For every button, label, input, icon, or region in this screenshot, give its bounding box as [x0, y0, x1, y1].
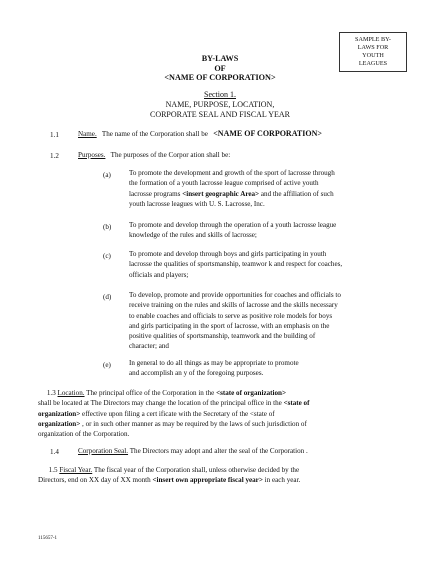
- clause-line: 1.5 Fiscal Year. The fiscal year of the Corporation shall, unless otherwise decided by the: [48, 466, 300, 474]
- item-line: To promote and develop through the operation of a youth lacrosse league: [129, 221, 337, 229]
- clause-label: Name.: [78, 130, 97, 138]
- clause-number: 1.3: [46, 389, 56, 397]
- item-line: and girls participating in the sport of lacrosse, with an emphasis on the: [129, 321, 330, 330]
- document-id: 115657-1: [38, 536, 57, 541]
- clause-text: The Directors may adopt and alter the seal of the Corporation .: [128, 447, 308, 455]
- item-line: receive training on the rules and skills of lacrosse and the skills necessary: [129, 301, 338, 310]
- item-line: lacrosse the qualities of sportsmanship, teamwor k and respect for coaches,: [129, 260, 343, 269]
- purpose-item-e: [129, 358, 299, 379]
- section-subtitle: NAME, PURPOSE, LOCATION,: [165, 100, 275, 109]
- item-line: youth lacrosse leagues with U. S. Lacrosse, Inc.: [129, 199, 265, 208]
- clause-1-2: [78, 150, 230, 160]
- item-line: To promote and develop through boys and girls participating in youth: [129, 250, 327, 258]
- clause-1-3: [38, 388, 309, 439]
- clause-number: 1.4: [50, 448, 59, 456]
- geographic-area-placeholder: <insert geographic Area>: [182, 189, 260, 198]
- purpose-item-a: [129, 168, 335, 209]
- state-placeholder: organization>: [38, 409, 81, 418]
- doc-title-corporation: <NAME OF CORPORATION>: [164, 73, 276, 82]
- sample-note-line: SAMPLE BY-: [355, 36, 391, 43]
- corporation-name-placeholder: <NAME OF CORPORATION>: [213, 129, 322, 138]
- clause-1-1: [78, 129, 322, 139]
- item-line: knowledge of the rules and skills of lacrosse;: [129, 231, 257, 240]
- item-line: and accomplish an y of the foregoing purposes.: [129, 369, 264, 378]
- section-title: Section 1.: [204, 90, 236, 99]
- item-line: positive qualities of sportsmanship, teamwork and the building of: [129, 332, 316, 341]
- clause-line: Directors, end on XX day of XX month <insert own appropriate fiscal year> in each year.: [38, 476, 301, 485]
- section-subtitle: CORPORATE SEAL AND FISCAL YEAR: [149, 110, 290, 119]
- item-line: In general to do all things as may be appropriate to promote: [129, 359, 299, 367]
- item-letter: (d): [103, 293, 112, 301]
- clause-line: 1.3 Location. The principal office of the Corporation in the <state of organization>: [46, 389, 287, 397]
- clause-number: 1.5: [48, 466, 58, 474]
- item-letter: (e): [103, 361, 111, 369]
- item-letter: (b): [103, 223, 112, 231]
- clause-line: shall be located at The Directors may change the location of the principal office in the <state of: [38, 399, 310, 408]
- clause-number: 1.1: [50, 131, 59, 139]
- sample-note-line: LAWS FOR: [357, 44, 389, 52]
- item-line: lacrosse programs <insert geographic Area> and the affiliation of such: [129, 189, 334, 198]
- clause-line: organization of the Corporation.: [38, 430, 130, 439]
- item-line: to enable coaches and officials to serve as positive role models for boys: [129, 311, 333, 320]
- fiscal-year-placeholder: <insert own appropriate fiscal year>: [152, 476, 263, 485]
- item-letter: (c): [103, 252, 111, 260]
- clause-label: Fiscal Year.: [59, 466, 93, 474]
- purpose-item-c: [129, 249, 342, 280]
- doc-title-of: OF: [214, 64, 226, 73]
- item-line: character; and: [129, 342, 169, 351]
- clause-label: Corporation Seal.: [78, 447, 129, 455]
- item-line: the formation of a youth lacrosse league comprised of active youth: [129, 179, 319, 188]
- doc-title: BY-LAWS: [201, 54, 239, 63]
- clause-label: Location.: [57, 389, 85, 397]
- item-line: To develop, promote and provide opportunities for coaches and officials to: [129, 291, 341, 299]
- purpose-item-d: [129, 290, 341, 352]
- state-placeholder: <state of organization>: [216, 389, 287, 397]
- item-letter: (a): [103, 171, 111, 179]
- sample-note-line: YOUTH: [362, 52, 384, 60]
- section-heading: [0, 90, 440, 99]
- clause-number: 1.2: [50, 152, 59, 160]
- clause-1-5: [38, 465, 300, 486]
- sample-note-line: LEAGUES: [358, 60, 388, 68]
- state-placeholder: organization>: [38, 419, 81, 428]
- item-line: officials and players;: [129, 270, 189, 279]
- state-placeholder: <state of: [283, 399, 310, 408]
- clause-line: organization> effective upon filing a cert ificate with the Secretary of the <state of: [38, 409, 275, 418]
- clause-1-4: [78, 446, 308, 456]
- clause-label: Purposes.: [78, 151, 106, 159]
- item-line: To promote the development and growth of the sport of lacrosse through: [129, 169, 335, 177]
- purpose-item-b: [129, 220, 336, 241]
- clause-line: organization> , or in such other manner as may be required by the laws of such jurisdiction of: [38, 419, 307, 428]
- clause-text: The name of the Corporation shall be: [101, 130, 208, 138]
- clause-text: The purposes of the Corpor ation shall be:: [110, 151, 231, 159]
